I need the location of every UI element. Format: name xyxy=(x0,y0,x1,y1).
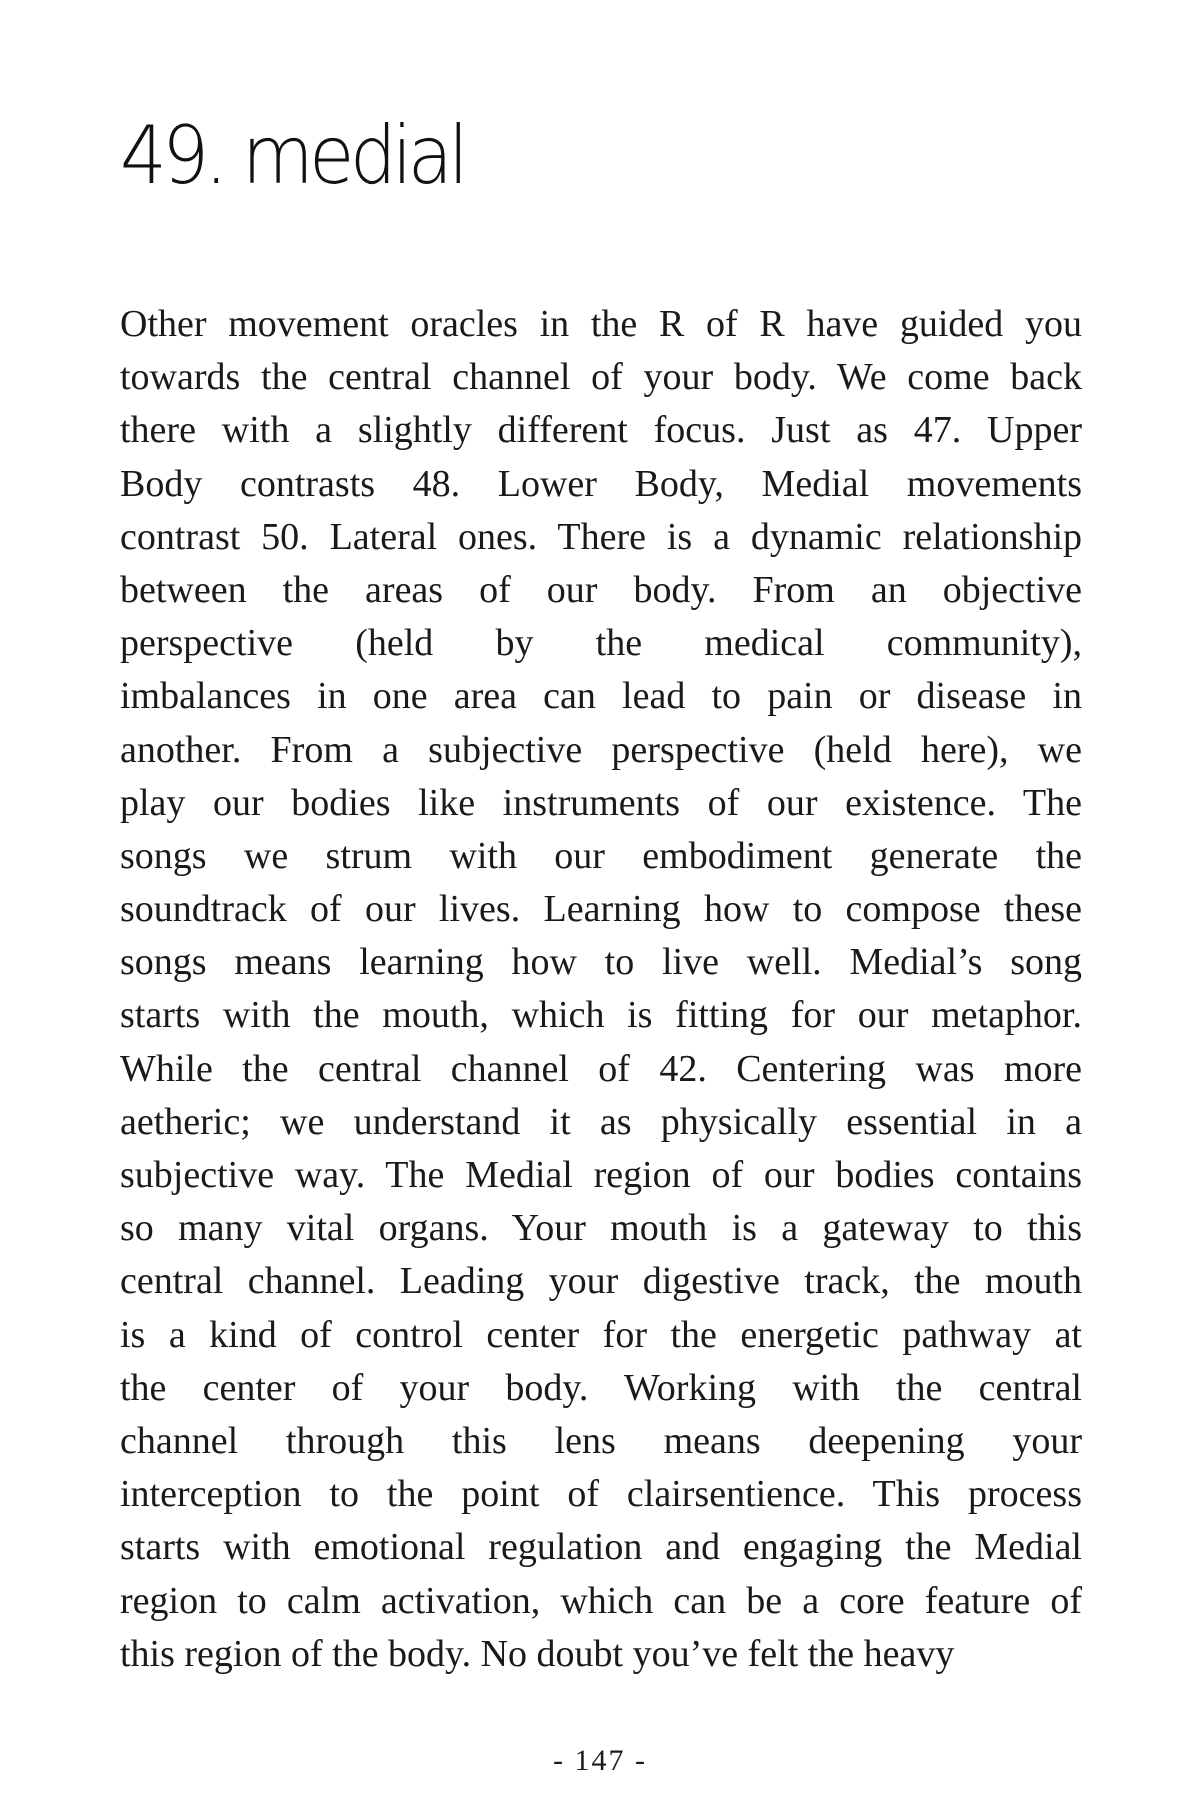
text-line: interception to the point of clairsentience. This process xyxy=(120,1473,1082,1516)
text-line: the center of your body. Working with the central xyxy=(120,1366,1082,1409)
chapter-title: 49. medial xyxy=(120,109,465,202)
text-line: starts with the mouth, which is fitting for our metaphor. xyxy=(120,994,1082,1037)
text-line: While the central channel of 42. Centering was more xyxy=(120,1047,1082,1090)
text-line: Body contrasts 48. Lower Body, Medial movements xyxy=(120,462,1082,505)
text-line: this region of the body. No doubt you’ve felt the heavy xyxy=(120,1632,955,1675)
text-line: channel through this lens means deepening your xyxy=(120,1419,1082,1462)
text-line: Other movement oracles in the R of R have guided you xyxy=(120,303,1082,345)
body-text xyxy=(120,298,1082,1681)
text-line: between the areas of our body. From an objective xyxy=(120,568,1082,611)
text-line: so many vital organs. Your mouth is a gateway to this xyxy=(120,1207,1082,1250)
text-line: towards the central channel of your body. We come back xyxy=(120,356,1082,399)
text-line: perspective (held by the medical community), xyxy=(120,622,1082,665)
text-line: songs we strum with our embodiment generate the xyxy=(120,834,1082,877)
text-line: play our bodies like instruments of our existence. The xyxy=(120,781,1082,824)
text-line: is a kind of control center for the energetic pathway at xyxy=(120,1313,1082,1356)
text-line: there with a slightly different focus. Just as 47. Upper xyxy=(120,409,1082,452)
text-line: imbalances in one area can lead to pain or disease in xyxy=(120,675,1082,718)
text-line: region to calm activation, which can be a core feature of xyxy=(120,1579,1082,1622)
text-line: soundtrack of our lives. Learning how to compose these xyxy=(120,888,1082,931)
text-line: another. From a subjective perspective (held here), we xyxy=(120,728,1082,771)
text-line: central channel. Leading your digestive track, the mouth xyxy=(120,1260,1082,1303)
text-line: subjective way. The Medial region of our bodies contains xyxy=(120,1154,1082,1196)
text-line: starts with emotional regulation and engaging the Medial xyxy=(120,1526,1082,1569)
page-number: - 147 - xyxy=(553,1744,647,1777)
text-line: songs means learning how to live well. Medial’s song xyxy=(120,941,1082,984)
text-line: aetheric; we understand it as physically essential in a xyxy=(120,1100,1082,1143)
text-line: contrast 50. Lateral ones. There is a dynamic relationship xyxy=(120,515,1082,558)
